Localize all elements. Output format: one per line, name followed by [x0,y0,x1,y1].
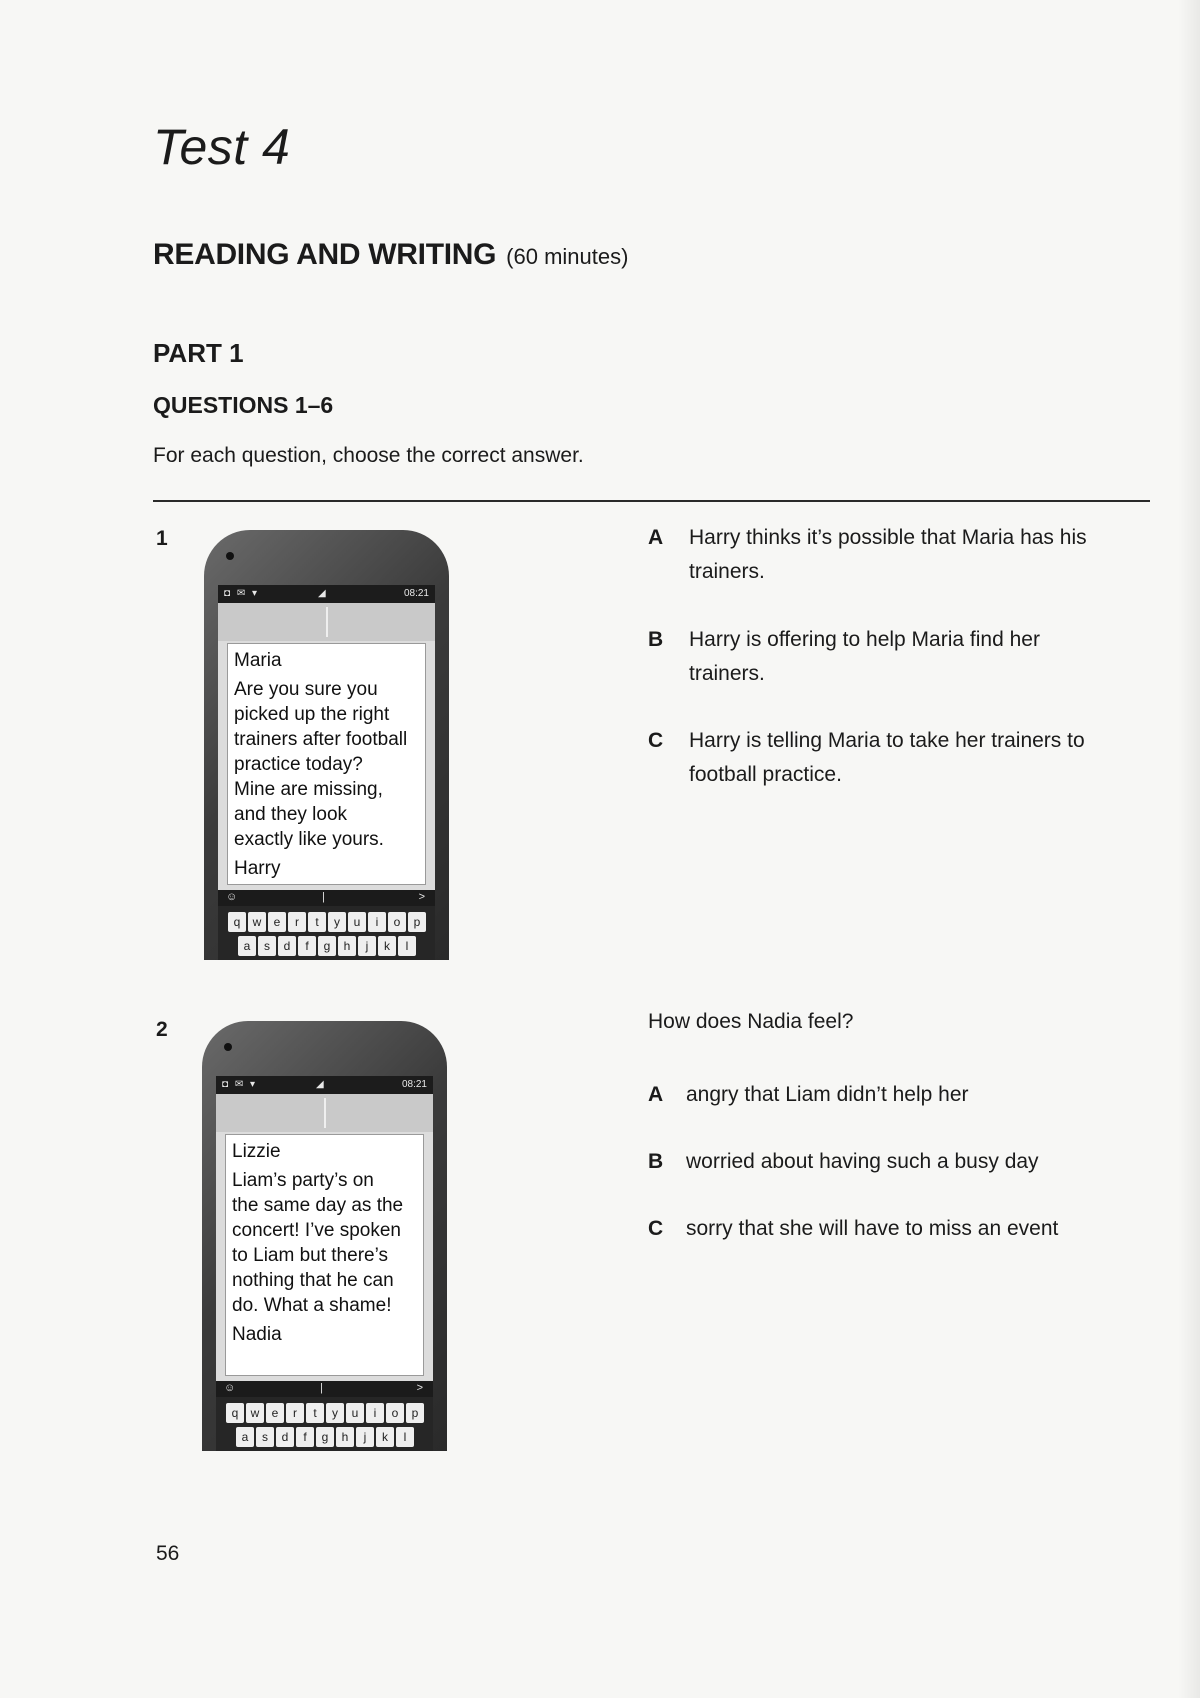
app-bar [216,1094,433,1132]
key: q [228,912,246,932]
option-text: Harry is telling Maria to take her trainers to [689,729,1085,752]
option-text: trainers. [689,662,765,685]
option-letter: B [648,1150,664,1173]
divider-rule [153,500,1150,502]
option-letter: C [648,729,664,752]
questions-range: QUESTIONS 1–6 [153,392,334,418]
signal-icon: ◢ [318,588,326,599]
phone-image [204,530,449,960]
option-text: sorry that she will have to miss an event [686,1217,1059,1240]
phone-screen [216,1076,433,1451]
instruction-text: For each question, choose the correct answer. [153,444,584,467]
question-number: 1 [156,527,168,550]
camera-icon [226,552,234,560]
key: j [356,1427,374,1447]
key: q [226,1403,244,1423]
key: w [248,912,266,932]
section-title: READING AND WRITING [153,238,497,271]
option-letter: C [648,1217,664,1240]
key: k [376,1427,394,1447]
message-line: practice today? [234,754,363,775]
key: a [236,1427,254,1447]
key: g [316,1427,334,1447]
key: w [246,1403,264,1423]
message-recipient: Maria [234,650,282,671]
message-line: exactly like yours. [234,829,384,850]
message-line: picked up the right [234,704,390,725]
keyboard-row [228,912,426,932]
key: f [296,1427,314,1447]
key: p [406,1403,424,1423]
page-number: 56 [156,1542,180,1565]
key: p [408,912,426,932]
option-letter: A [648,1083,664,1106]
text-caret: | [320,1382,323,1394]
test-title: Test 4 [153,119,291,175]
key: a [238,936,256,956]
key: j [358,936,376,956]
onscreen-keyboard [216,1397,433,1451]
option-letter: B [648,628,664,651]
keyboard-row [238,936,416,956]
status-time: 08:21 [403,588,429,599]
key: e [266,1403,284,1423]
camera-icon [224,1043,232,1051]
option-text: worried about having such a busy day [686,1150,1039,1173]
message-sender: Nadia [232,1324,282,1345]
key: i [368,912,386,932]
key: g [318,936,336,956]
key: t [306,1403,324,1423]
key: i [366,1403,384,1423]
text-message [227,643,426,885]
message-line: trainers after football [234,729,408,750]
key: k [378,936,396,956]
key: s [258,936,276,956]
message-input-bar [216,1381,433,1397]
onscreen-keyboard [218,906,435,960]
key: y [326,1403,344,1423]
send-icon: > [418,891,425,903]
key: o [386,1403,404,1423]
key: y [328,912,346,932]
key: o [388,912,406,932]
notification-icons: ◘ ✉ ▾ [222,1079,257,1090]
option-letter: A [648,526,664,549]
phone-screen [218,585,435,960]
section-duration: (60 minutes) [506,244,629,269]
key: d [278,936,296,956]
keyboard-row [226,1403,424,1423]
page-edge-shadow [1178,0,1200,1698]
key: u [346,1403,364,1423]
status-bar [218,585,435,603]
status-time: 08:21 [401,1079,427,1090]
question-number: 2 [156,1018,168,1041]
notification-icons: ◘ ✉ ▾ [224,588,259,599]
message-sender: Harry [234,858,281,879]
message-input-bar [218,890,435,906]
message-line: Mine are missing, [234,779,383,800]
key: f [298,936,316,956]
option-text: Harry thinks it’s possible that Maria has his [689,526,1087,549]
section-heading [153,238,628,272]
text-caret: | [322,891,325,903]
key: l [396,1427,414,1447]
signal-icon: ◢ [316,1079,324,1090]
part-heading: PART 1 [153,338,244,368]
app-bar [218,603,435,641]
send-icon: > [416,1382,423,1394]
emoji-icon: ☺ [224,1382,236,1394]
key: d [276,1427,294,1447]
message-line: and they look [234,804,348,825]
message-line: Liam’s party’s on [232,1170,374,1191]
key: h [338,936,356,956]
message-line: nothing that he can [232,1270,394,1291]
emoji-icon: ☺ [226,891,238,903]
status-bar [216,1076,433,1094]
question-stem: How does Nadia feel? [648,1010,854,1033]
message-recipient: Lizzie [232,1141,281,1162]
key: u [348,912,366,932]
key: s [256,1427,274,1447]
message-line: to Liam but there’s [232,1245,388,1266]
option-text: Harry is offering to help Maria find her [689,628,1040,651]
key: r [288,912,306,932]
key: t [308,912,326,932]
key: r [286,1403,304,1423]
key: e [268,912,286,932]
phone-image [202,1021,447,1451]
key: h [336,1427,354,1447]
message-line: do. What a shame! [232,1295,392,1316]
option-text: angry that Liam didn’t help her [686,1083,969,1106]
key: l [398,936,416,956]
message-line: the same day as the [232,1195,404,1216]
keyboard-row [236,1427,414,1447]
message-line: Are you sure you [234,679,378,700]
option-text: football practice. [689,763,842,786]
option-text: trainers. [689,560,765,583]
text-message [225,1134,424,1376]
message-line: concert! I’ve spoken [232,1220,401,1241]
